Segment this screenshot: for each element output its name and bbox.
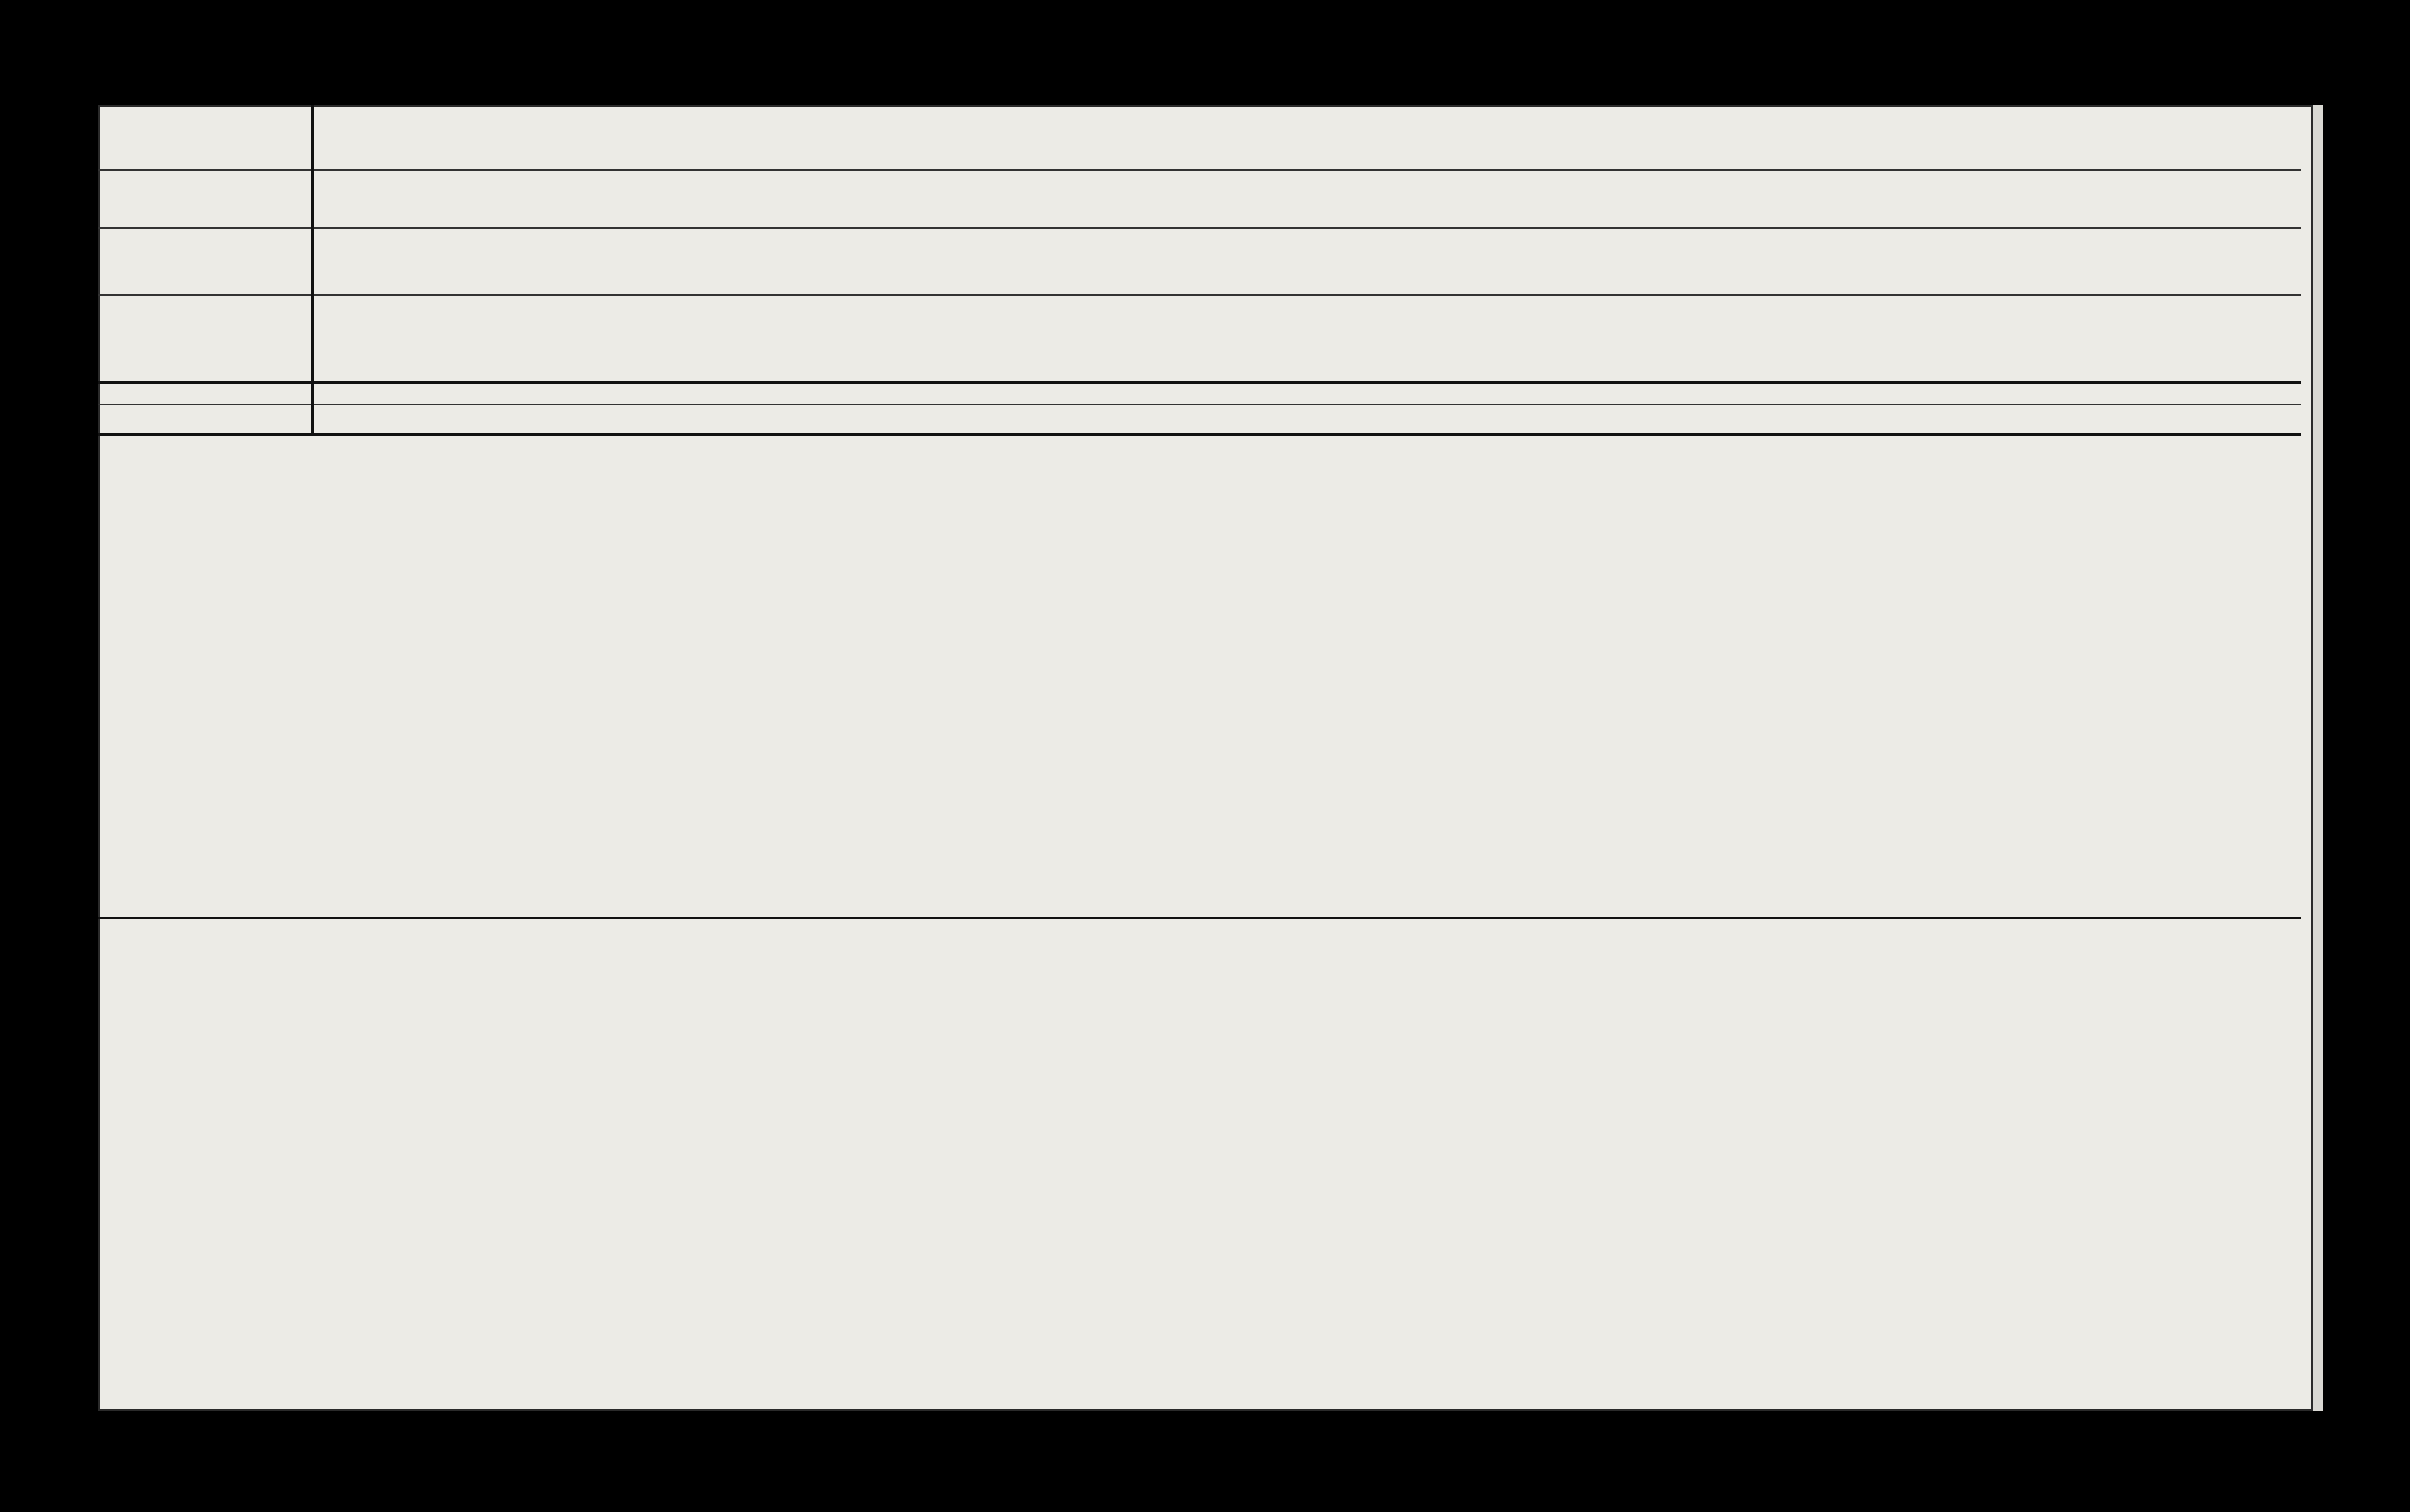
- crops-table: [98, 105, 2313, 436]
- lease-table: [98, 919, 2313, 1411]
- middle-block: [98, 436, 2313, 919]
- census-card: [98, 105, 2313, 1411]
